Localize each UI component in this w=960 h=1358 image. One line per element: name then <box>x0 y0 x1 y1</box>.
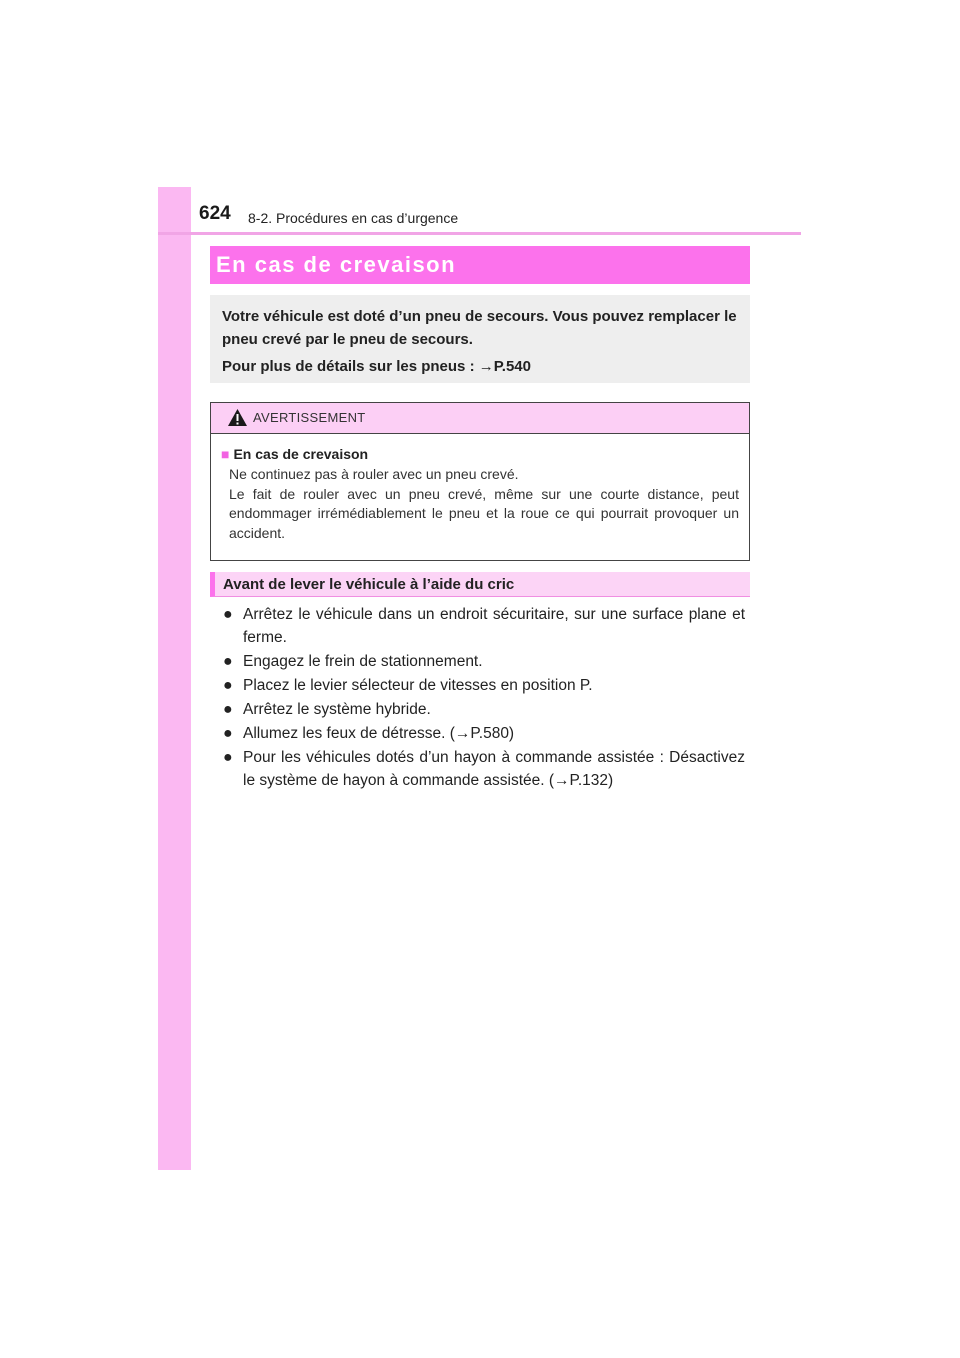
bullet-icon: ● <box>223 725 233 742</box>
step-text: Placez le levier sélecteur de vitesses en position P. <box>243 677 593 694</box>
warning-subhead <box>221 446 739 462</box>
page-number: 624 <box>199 203 231 224</box>
warning-box <box>210 402 750 561</box>
intro-reference: Pour plus de détails sur les pneus : →P.540 <box>222 358 531 375</box>
subsection-banner <box>210 572 750 597</box>
warning-label: AVERTISSEMENT <box>253 410 366 425</box>
list-item <box>223 674 745 697</box>
section-title: En cas de crevaison <box>216 252 457 277</box>
bullet-icon: ● <box>223 701 233 718</box>
chapter-side-tab <box>158 187 191 1170</box>
warning-line: Le fait de rouler avec un pneu crevé, même sur une courte distance, peut endommager irrémédiablement le pneu et la roue ce qui pourrait provoquer un accident. <box>229 485 739 541</box>
warning-body <box>211 434 749 543</box>
bullet-icon: ● <box>223 653 233 670</box>
warning-header <box>211 403 749 434</box>
step-text: Engagez le frein de stationnement. <box>243 653 483 670</box>
step-text: Pour les véhicules dotés d’un hayon à commande assistée : Désactivez le système de hayon à commande assistée. (→P.132) <box>243 749 745 789</box>
list-item <box>223 650 745 673</box>
bullet-icon: ● <box>223 677 233 694</box>
list-item <box>223 746 745 792</box>
steps-list <box>223 603 745 793</box>
warning-line: Ne continuez pas à rouler avec un pneu crevé. <box>229 466 519 482</box>
list-item <box>223 722 745 745</box>
warning-triangle-icon <box>227 408 248 427</box>
intro-box <box>210 295 750 383</box>
intro-text: Votre véhicule est doté d’un pneu de secours. Vous pouvez remplacer le pneu crevé par le pneu de secours. <box>222 308 737 348</box>
header-rule <box>158 232 801 235</box>
warning-text <box>229 465 739 543</box>
bullet-icon: ● <box>223 749 233 766</box>
square-bullet-icon: ■ <box>221 446 230 462</box>
warning-subhead-text: En cas de crevaison <box>233 446 369 462</box>
step-text: Allumez les feux de détresse. (→P.580) <box>243 725 515 742</box>
step-text: Arrêtez le système hybride. <box>243 701 431 718</box>
chapter-title: 8-2. Procédures en cas d’urgence <box>248 210 459 226</box>
list-item <box>223 603 745 649</box>
bullet-icon: ● <box>223 606 233 623</box>
subsection-title: Avant de lever le véhicule à l’aide du cric <box>223 576 515 593</box>
section-banner <box>210 246 750 284</box>
step-text: Arrêtez le véhicule dans un endroit sécuritaire, sur une surface plane et ferme. <box>243 606 745 646</box>
list-item <box>223 698 745 721</box>
